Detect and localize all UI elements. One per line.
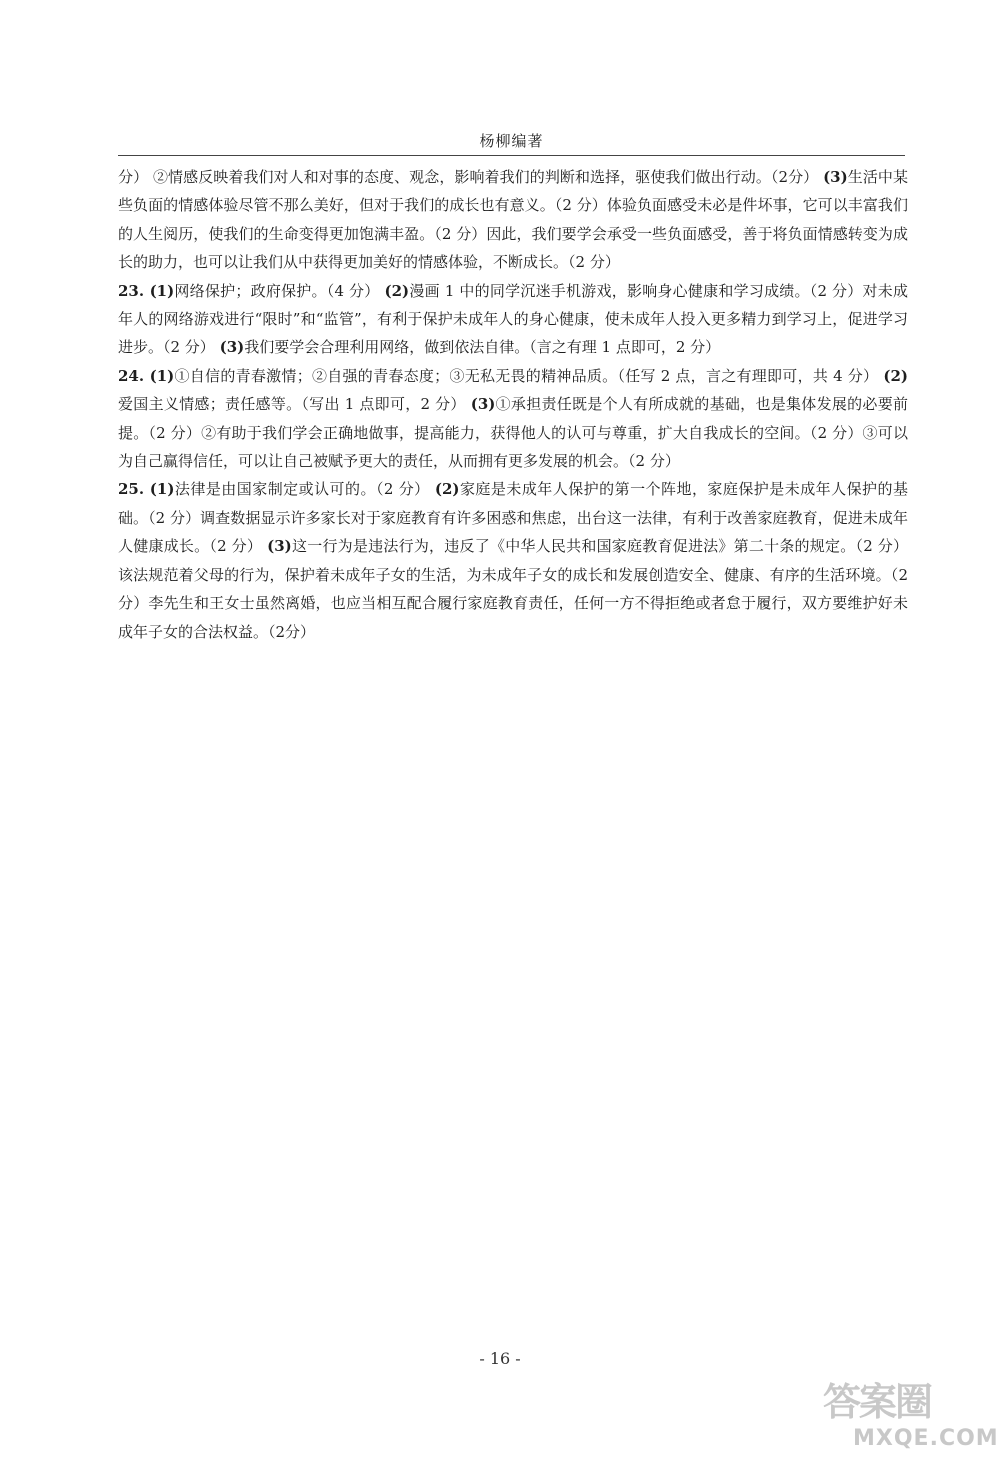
answer-text: 家庭是未成年人保护的第一个阵地，家庭保护是未成年人保护的基础。（2 分）调查数据显示许多家长对于家庭教育有许多困惑和焦虑，出台这一法律，有利于改善家庭教育，促进未成年人健康成长。（2 分） bbox=[118, 480, 908, 556]
header-divider bbox=[118, 155, 905, 156]
sub-question-marker: (1) bbox=[149, 480, 175, 499]
answer-text: 漫画 1 中的同学沉迷手机游戏，影响身心健康和学习成绩。（2 分）对未成年人的网络游戏进行“限时”和“监管”，有利于保护未成年人的身心健康，使未成年人投入更多精力到学习上，促进学习进步。（2 分） bbox=[118, 281, 908, 357]
question-number: 25. bbox=[118, 480, 150, 499]
sub-question-marker: (3) bbox=[219, 338, 245, 357]
answer-paragraph bbox=[118, 475, 908, 645]
sub-question-marker: (3) bbox=[823, 168, 848, 186]
sub-question-marker: (1) bbox=[149, 281, 175, 300]
answer-text: 爱国主义情感；责任感等。（写出 1 点即可，2 分） bbox=[118, 395, 471, 414]
watermark-logo-text: 答案圈 bbox=[823, 1380, 932, 1424]
question-number: 24. bbox=[118, 366, 150, 385]
question-number: 23. bbox=[118, 281, 150, 300]
answer-paragraph bbox=[118, 362, 908, 476]
answer-text: 我们要学会合理利用网络，做到依法自律。（言之有理 1 点即可，2 分） bbox=[244, 338, 721, 357]
answer-text: 网络保护；政府保护。（4 分） bbox=[174, 281, 385, 300]
sub-question-marker: (2) bbox=[883, 366, 908, 385]
sub-question-marker: (2) bbox=[434, 480, 460, 499]
site-watermark-logo bbox=[815, 1380, 1000, 1471]
answer-text: 生活中某些负面的情感体验尽管不那么美好，但对于我们的成长也有意义。（2 分）体验负面感受未必是件坏事，它可以丰富我们的人生阅历，使我们的生命变得更加饱满丰盈。（2 分）因此，我们要学会承受一些负面感受，善于将负面情感转变为成长的助力，也可以让我们从中获得更加美好的情感体验，不断成长。（2 分） bbox=[118, 168, 908, 272]
sub-question-marker: (3) bbox=[470, 395, 496, 414]
answer-paragraph bbox=[118, 163, 908, 277]
page-header: 杨柳编著 bbox=[479, 132, 544, 150]
answer-text: ①自信的青春激情；②自强的青春态度；③无私无畏的精神品质。（任写 2 点，言之有理即可，共 4 分） bbox=[174, 366, 884, 385]
sub-question-marker: (1) bbox=[149, 366, 175, 385]
answer-content bbox=[118, 163, 908, 646]
answer-text: ①承担责任既是个人有所成就的基础，也是集体发展的必要前提。（2 分）②有助于我们学会正确地做事，提高能力，获得他人的认可与尊重，扩大自我成长的空间。（2 分）③可以为自己赢得信任，可以让自己被赋予更大的责任，从而拥有更多发展的机会。（2 分） bbox=[118, 395, 908, 471]
answer-paragraph bbox=[118, 277, 908, 362]
answer-text: 这一行为是违法行为，违反了《中华人民共和国家庭教育促进法》第二十条的规定。（2 分）该法规范着父母的行为，保护着未成年子女的生活，为未成年子女的成长和发展创造安全、健康、有序的生活环境。（2 分）李先生和王女士虽然离婚，也应当相互配合履行家庭教育责任，任何一方不得拒绝或者怠于履行，双方要维护好未成年子女的合法权益。（2分） bbox=[118, 537, 908, 641]
answer-text: 法律是由国家制定或认可的。（2 分） bbox=[174, 480, 435, 499]
answer-text: 分） ②情感反映着我们对人和对事的态度、观念，影响着我们的判断和选择，驱使我们做出行动。（2分） bbox=[118, 168, 824, 186]
watermark-url-text: MXQE.COM bbox=[853, 1426, 999, 1451]
sub-question-marker: (2) bbox=[384, 281, 410, 300]
page-number: - 16 - bbox=[479, 1349, 521, 1368]
sub-question-marker: (3) bbox=[267, 537, 292, 556]
